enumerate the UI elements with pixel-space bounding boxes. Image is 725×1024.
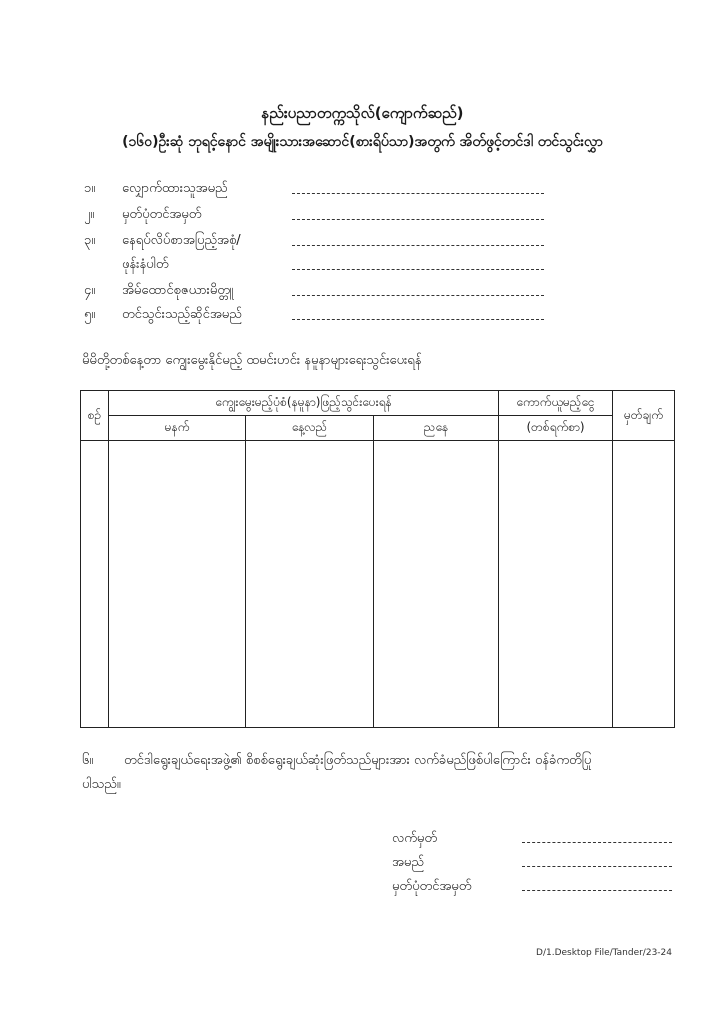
col-header-evening: ညနေ [374,416,499,441]
signature-blank[interactable] [522,842,672,843]
field-number-2: ၂။ [84,207,95,222]
field-label-nrc-number: မှတ်ပုံတင်အမှတ် [122,207,202,222]
form-subtitle: (၁၆၀)ဦးဆုံ ဘုရင့်နောင် အမျိုးသားအဆောင်(စားရိပ်သာ)အတွက် အိတ်ဖွင့်တင်ဒါ တင်သွင်းလွှာ [122,134,603,150]
field-number-5: ၅။ [84,307,96,322]
signer-name-blank[interactable] [522,866,672,867]
col-header-remarks: မှတ်ချက် [613,391,675,441]
col-header-menu-group: ကျွေးမွေးမည့်ပုံစံ(နမူနာ)ဖြည့်သွင်းပေးရန် [109,391,499,416]
signer-nrc-label: မှတ်ပုံတင်အမှတ် [392,879,472,894]
cell-serial[interactable] [81,441,109,728]
field-blank-household-list[interactable] [292,295,544,296]
signer-name-label: အမည် [392,855,424,870]
signature-label: လက်မှတ် [392,831,437,846]
declaration-text: တင်ဒါရွေးချယ်ရေးအဖွဲ့၏ စိစစ်ရွေးချယ်ဆုံးဖြတ်သည်များအား လက်ခံမည်ဖြစ်ပါကြောင်း ဝန်ခံကတိပြု [124,753,592,768]
col-header-morning: မနက် [109,416,246,441]
field-blank-nrc-number[interactable] [292,219,544,220]
file-path-footer: D/1.Desktop File/Tander/23-24 [536,948,672,958]
cell-morning[interactable] [109,441,246,728]
field-blank-applicant-name[interactable] [292,193,544,194]
field-label-applicant-name: လျှောက်ထားသူအမည် [122,181,228,196]
col-header-price: ကောက်ယူမည့်ငွေ [499,391,613,416]
field-label-household-list: အိမ်ထောင်စုဇယားမိတ္တူ [122,283,234,298]
cell-evening[interactable] [374,441,499,728]
col-header-price-per-day: (တစ်ရက်စာ) [499,416,613,441]
field-blank-phone[interactable] [292,269,544,270]
field-label-shop-name: တင်သွင်းသည့်ဆိုင်အမည် [122,307,242,322]
cell-price[interactable] [499,441,613,728]
field-label-address: နေရပ်လိပ်စာအပြည့်အစုံ/ [122,233,241,248]
field-number-4: ၄။ [84,283,96,298]
cell-remarks[interactable] [613,441,675,728]
col-header-noon: နေ့လည် [246,416,374,441]
field-number-1: ၁။ [84,181,96,196]
field-label-phone: ဖုန်းနံပါတ် [122,257,169,272]
declaration-number: ၆။ [82,753,94,768]
menu-table [80,390,675,728]
signer-nrc-blank[interactable] [522,890,672,891]
declaration-text-end: ပါသည်။ [82,777,121,792]
menu-intro-text: မိမိတို့တစ်နေ့တာ ကျွေးမွေးနိုင်မည့် ထမင်းဟင်း နမူနာများရေးသွင်းပေးရန် [82,353,422,368]
cell-noon[interactable] [246,441,374,728]
field-blank-shop-name[interactable] [292,319,544,320]
col-header-serial: စဥ် [81,391,109,441]
field-number-3: ၃။ [84,233,96,248]
form-title: နည်းပညာတက္ကသိုလ်(ကျောက်ဆည်) [261,104,464,122]
field-blank-address[interactable] [292,245,544,246]
